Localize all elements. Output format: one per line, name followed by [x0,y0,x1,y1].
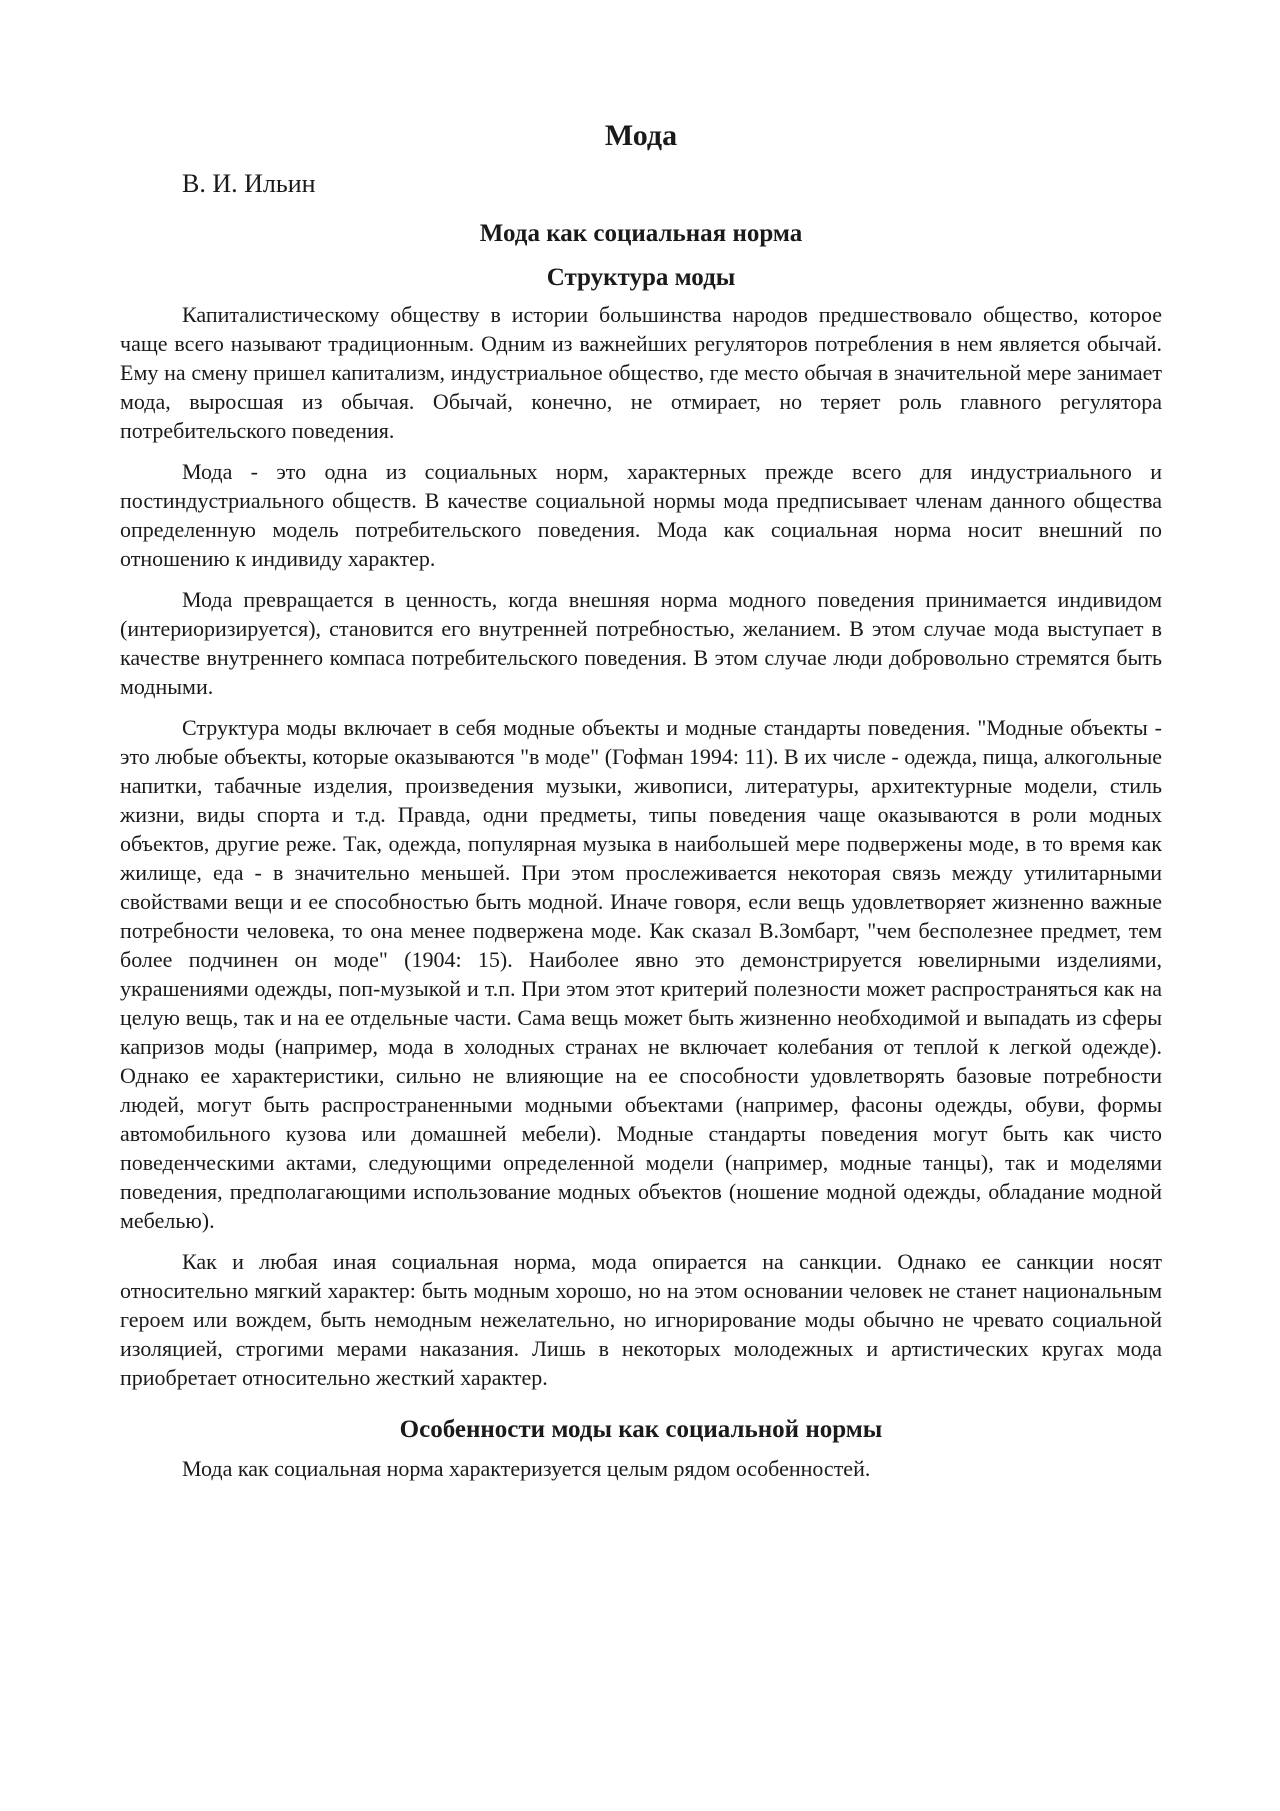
paragraph-2: Мода - это одна из социальных норм, характерных прежде всего для индустриального и постиндустриального обществ. В качестве социальной нормы мода предписывает членам данного общества определенную модель потребительского поведения. Мода как социальная норма носит внешний по отношению к индивиду характер. [120,459,1162,571]
author-name: В. И. Ильин [182,169,316,198]
paragraph-5: Как и любая иная социальная норма, мода опирается на санкции. Однако ее санкции носят относительно мягкий характер: быть модным хорошо, но на этом основании человек не станет национальным героем или вождем, быть немодным нежелательно, но игнорирование моды обычно не чревато социальной изоляцией, строгими мерами наказания. Лишь в некоторых молодежных и артистических кругах мода приобретает относительно жесткий характер. [120,1249,1162,1390]
section2-heading: Особенности моды как социальной нормы [399,1416,883,1443]
paragraph-1: Капиталистическому обществу в истории большинства народов предшествовало общество, которое чаще всего называют традиционным. Одним из важнейших регуляторов потребления в нем является обычай. Ему на смену пришел капитализм, индустриальное общество, где место обычая в значительной мере занимает мода, выросшая из обычая. Обычай, конечно, не отмирает, но теряет роль главного регулятора потребительского поведения. [120,302,1162,443]
section-heading: Мода как социальная норма [479,220,803,247]
paragraph-3: Мода превращается в ценность, когда внешняя норма модного поведения принимается индивидом (интериоризируется), становится его внутренней потребностью, желанием. В этом случае мода выступает в качестве внутреннего компаса потребительского поведения. В этом случае люди добровольно стремятся быть модными. [120,587,1162,699]
document-page [120,118,1162,1495]
subsection-heading: Структура моды [546,264,736,291]
document-title: Мода [604,119,678,152]
section2-paragraph: Мода как социальная норма характеризуется целым рядом особенностей. [182,1456,871,1481]
paragraph-4: Структура моды включает в себя модные объекты и модные стандарты поведения. "Модные объекты - это любые объекты, которые оказываются "в моде" (Гофман 1994: 11). В их числе - одежда, пища, алкогольные напитки, табачные изделия, произведения музыки, живописи, литературы, архитектурные модели, стиль жизни, виды спорта и т.д. Правда, одни предметы, типы поведения чаще оказываются в роли модных объектов, другие реже. Так, одежда, популярная музыка в наибольшей мере подвержены моде, в то время как жилище, еда - в значительно меньшей. При этом прослеживается некоторая связь между утилитарными свойствами вещи и ее способностью быть модной. Иначе говоря, если вещь удовлетворяет жизненно важные потребности человека, то она менее подвержена моде. Как сказал В.Зомбарт, "чем бесполезнее предмет, тем более подчинен он моде" (1904: 15). Наиболее явно это демонстрируется ювелирными изделиями, украшениями одежды, поп-музыкой и т.п. При этом этот критерий полезности может распространяться как на целую вещь, так и на ее отдельные части. Сама вещь может быть жизненно необходимой и выпадать из сферы капризов моды (например, мода в холодных странах не включает колебания от теплой к легкой одежде). Однако ее характеристики, сильно не влияющие на ее способности удовлетворять базовые потребности людей, могут быть распространенными модными объектами (например, фасоны одежды, обуви, формы автомобильного кузова или домашней мебели). Модные стандарты поведения могут быть как чисто поведенческими актами, следующими определенной модели (например, модные танцы), так и моделями поведения, предполагающими использование модных объектов (ношение модной одежды, обладание модной мебелью). [120,715,1162,1233]
